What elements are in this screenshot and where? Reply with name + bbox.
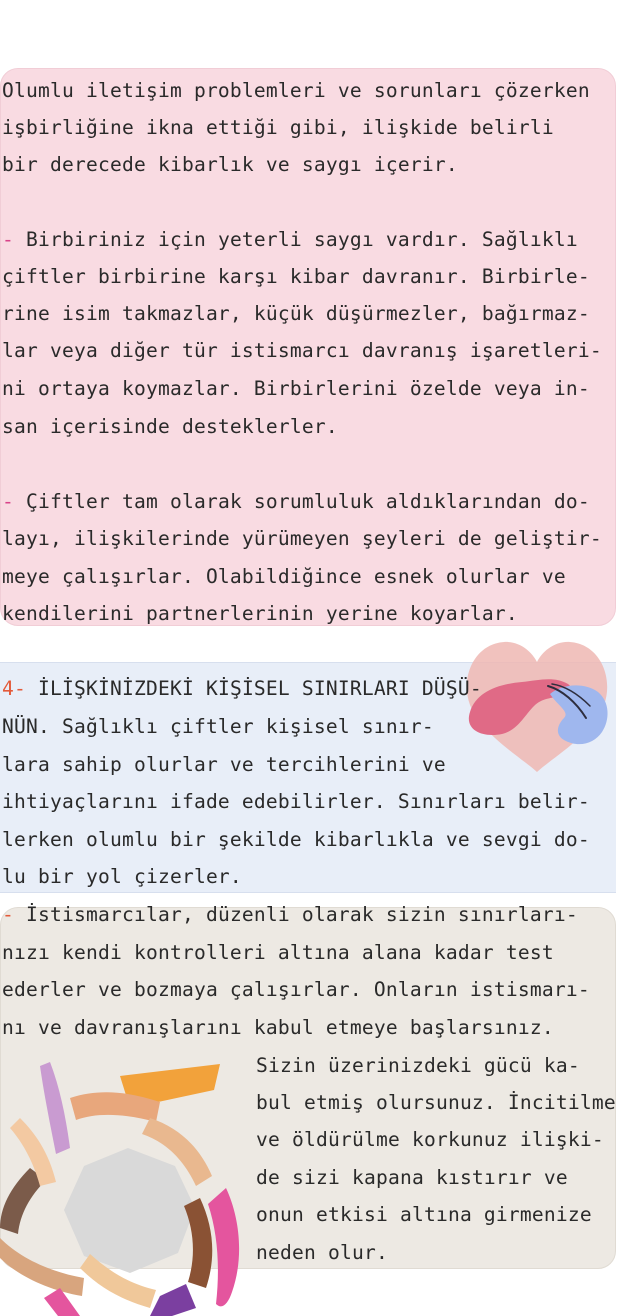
card3-line-1: İstismarcılar, düzenli olarak sizin sınırları- [26,903,578,926]
card3-line-9: onun etkisi altına girmenize [256,1203,592,1226]
card2-line-4: ihtiyaçlarını ifade edebilirler. Sınırları belir- [2,790,590,813]
section-number: 4- [2,677,26,700]
card1-line-4: Birbiriniz için yeterli saygı vardır. Sağlıklı [26,228,578,251]
card2-line-5: lerken olumlu bir şekilde kibarlıkla ve sevgi do- [2,828,590,851]
card3-line-6: bul etmiş olursunuz. İncitilme [256,1091,616,1114]
card1-line-6: rine isim takmazlar, küçük düşürmezler, bağırmaz- [2,302,590,325]
hands-circle-icon [0,1058,256,1316]
card3-bullet-1 [2,903,578,927]
card1-line-8: ni ortaya koymazlar. Birbirlerini özelde veya in- [2,377,590,400]
card3-line-3: ederler ve bozmaya çalışırlar. Onların istismarı- [2,978,590,1001]
card3-line-8: de sizi kapana kıstırır ve [256,1166,568,1189]
bullet-dash: - [2,228,14,251]
bullet-dash: - [2,490,14,513]
card1-line-5: çiftler birbirine karşı kibar davranır. Birbirle- [2,265,590,288]
card1-line-3: bir derecede kibarlık ve saygı içerir. [2,153,458,176]
bullet-dash: - [2,903,14,926]
heart-hands-icon [462,640,612,780]
card3-line-5: Sizin üzerinizdeki gücü ka- [256,1054,580,1077]
card1-line-7: lar veya diğer tür istismarcı davranış işaretleri- [2,339,602,362]
card1-line-2: işbirliğine ikna ettiği gibi, ilişkide belirli [2,116,554,139]
heart-hands-illustration [462,640,612,780]
card2-line-2: NÜN. Sağlıklı çiftler kişisel sınır- [2,715,434,738]
card1-bullet-1 [2,228,578,252]
card1-line-9: san içerisinde desteklerler. [2,415,338,438]
card3-line-10: neden olur. [256,1241,388,1264]
card1-line-11: layı, ilişkilerinde yürümeyen şeyleri de geliştir- [2,527,602,550]
card2-line-6: lu bir yol çizerler. [2,865,242,888]
hands-circle-illustration [0,1058,256,1316]
card2-heading-line-1 [2,677,482,701]
card1-line-1: Olumlu iletişim problemleri ve sorunları çözerken [2,79,590,102]
card3-line-2: nızı kendi kontrolleri altına alana kadar test [2,941,554,964]
card3-line-4: nı ve davranışlarını kabul etmeye başlarsınız. [2,1016,554,1039]
card1-bullet-2 [2,490,590,514]
card2-line-1: İLİŞKİNİZDEKİ KİŞİSEL SINIRLARI DÜŞÜ- [38,677,482,700]
card3-line-7: ve öldürülme korkunuz ilişki- [256,1128,604,1151]
card2-line-3: lara sahip olurlar ve tercihlerini ve [2,753,446,776]
card1-line-12: meye çalışırlar. Olabildiğince esnek olurlar ve [2,565,566,588]
card1-line-10: Çiftler tam olarak sorumluluk aldıklarından do- [26,490,590,513]
card1-line-13: kendilerini partnerlerinin yerine koyarlar. [2,602,518,625]
